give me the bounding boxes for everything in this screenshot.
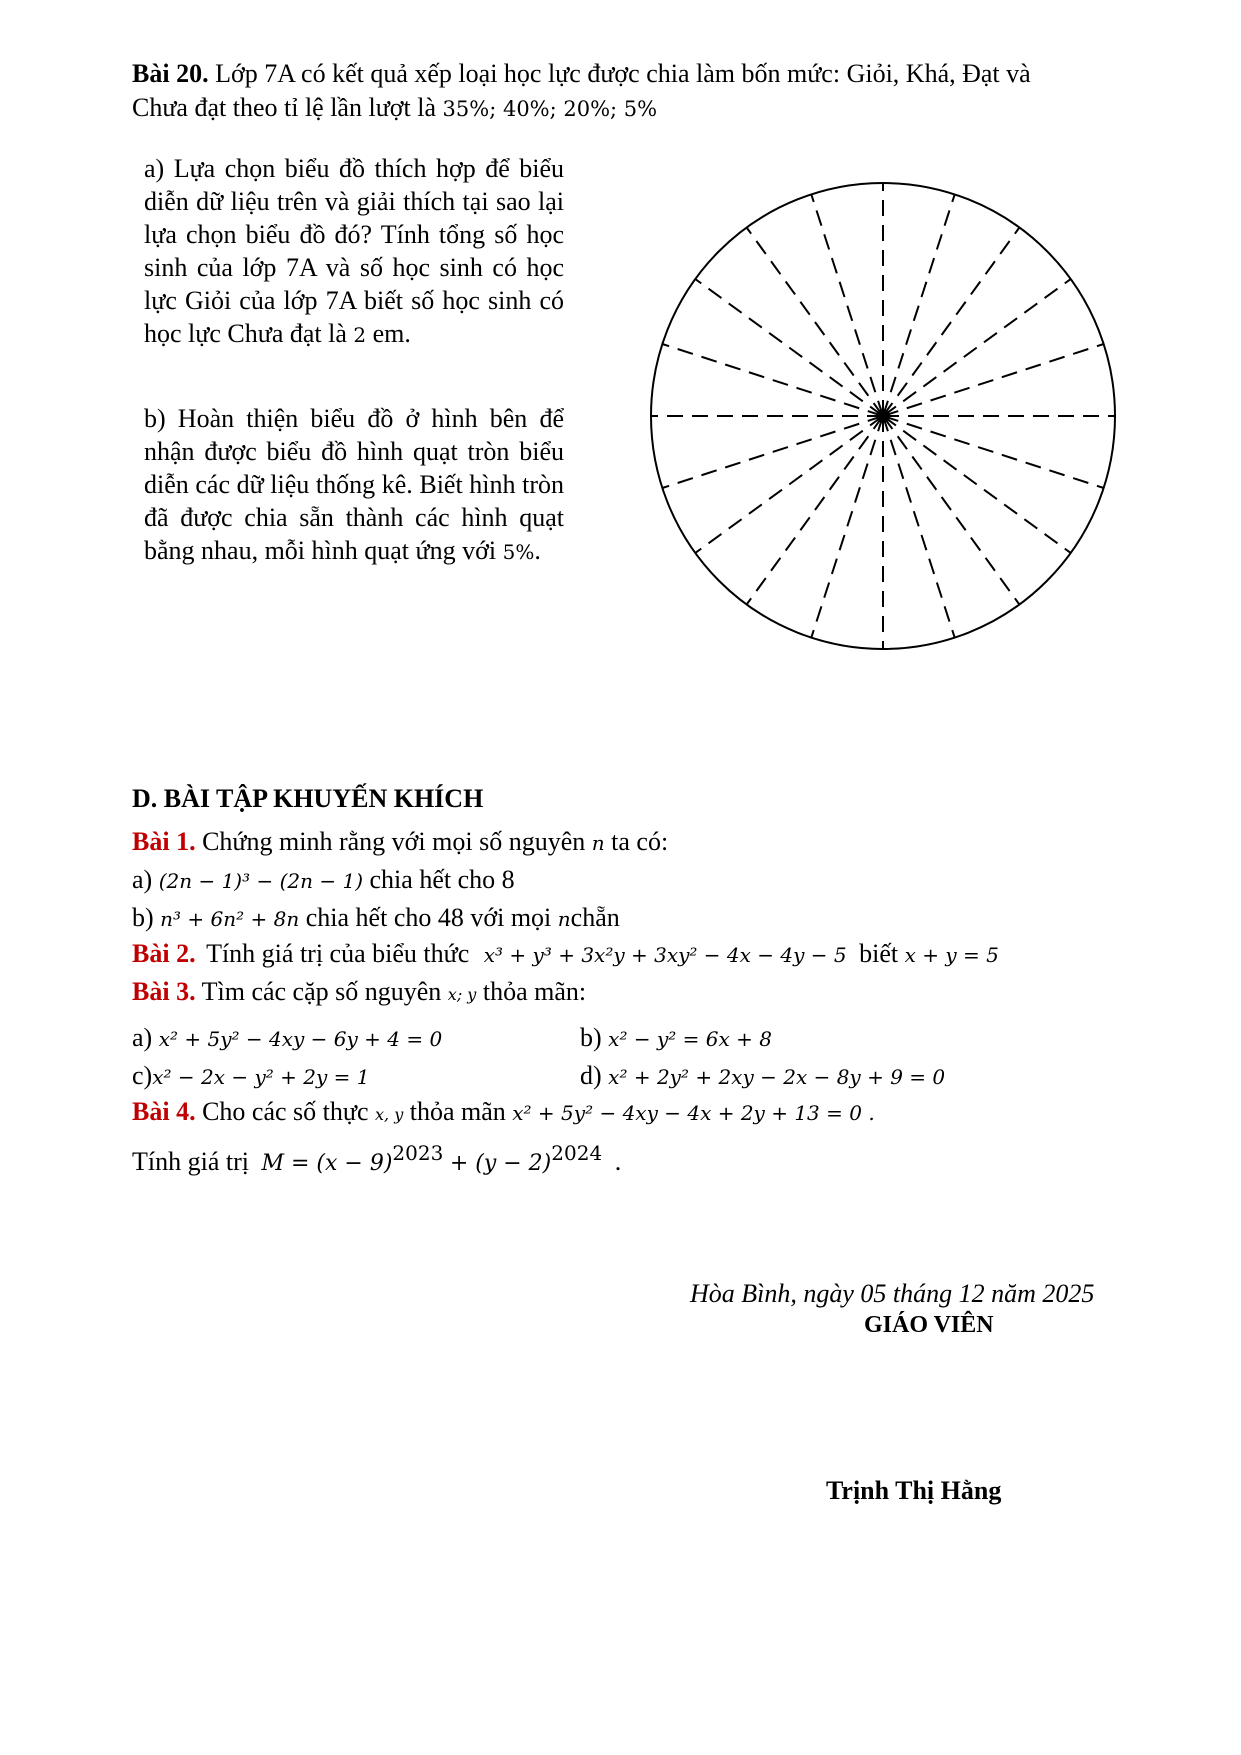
bai1b-var: n <box>557 907 571 931</box>
pie-spoke <box>883 228 1019 417</box>
bai4-text: Cho các số thực <box>202 1097 369 1126</box>
bai1a-text: chia hết cho 8 <box>369 865 515 894</box>
teacher-role: GIÁO VIÊN <box>864 1312 994 1338</box>
pie-spoke <box>883 416 955 638</box>
bai4-exp1: 2023 <box>392 1141 444 1165</box>
part-a-value: 2 <box>353 323 367 347</box>
bai2-expr: x³ + y³ + 3x²y + 3xy² − 4x − 4y − 5 <box>483 943 847 967</box>
bai3-vars: x; y <box>447 985 477 1004</box>
bai1-var: n <box>591 831 605 855</box>
part-b-text: b) Hoàn thiện biểu đồ ở hình bên để nhận được biểu đồ hình quạt tròn biểu diễn các dữ liệu thống kê. Biết hình tròn đã được chia sẵn thành các hình quạt bằng nhau, mỗi hình quạt ứng với <box>144 404 564 565</box>
bai1a-label: a) <box>132 865 153 894</box>
bai4-line <box>132 1096 875 1131</box>
bai1b-label: b) <box>132 903 154 932</box>
pie-spoke <box>811 416 883 638</box>
pie-spoke <box>883 416 1104 488</box>
bai3a-expr: x² + 5y² − 4xy − 6y + 4 = 0 <box>158 1027 443 1051</box>
bai1b-tail: chẵn <box>570 903 620 932</box>
bai3d-line <box>580 1060 945 1093</box>
pie-spoke <box>883 416 1019 605</box>
bai4-exp2: 2024 <box>551 1141 603 1165</box>
section-d-title: D. BÀI TẬP KHUYẾN KHÍCH <box>132 784 484 813</box>
part-a-unit: em. <box>372 319 411 348</box>
bai4-vars: x, y <box>375 1105 404 1124</box>
pie-center <box>879 412 887 420</box>
pie-spoke <box>747 416 883 605</box>
bai4-expr: x² + 5y² − 4xy − 4x + 2y + 13 = 0 . <box>512 1101 875 1125</box>
bai4-text2: thỏa mãn <box>409 1097 506 1126</box>
bai3c-expr: x² − 2x − y² + 2y = 1 <box>152 1065 370 1089</box>
bai1b-text: chia hết cho 48 với mọi <box>305 903 552 932</box>
part-b-value: 5% <box>502 540 535 564</box>
bai20-label: Bài 20. <box>132 59 209 88</box>
bai20-ratios: 35%; 40%; 20%; 5% <box>442 97 658 121</box>
pie-template <box>640 178 1120 658</box>
bai3b-expr: x² − y² = 6x + 8 <box>608 1027 772 1051</box>
bai4-line2-text: Tính giá trị <box>132 1147 249 1176</box>
bai3a-line <box>132 1022 442 1055</box>
bai2-line <box>132 938 999 971</box>
pie-spoke <box>883 279 1071 416</box>
bai20-part-b <box>144 402 564 569</box>
bai20-text1: Lớp 7A có kết quả xếp loại học lực được chia làm bốn mức: Giỏi, Khá, Đạt và <box>215 59 1031 88</box>
bai3a-label: a) <box>132 1023 153 1052</box>
part-a-text: a) Lựa chọn biểu đồ thích hợp để biểu diễn dữ liệu trên và giải thích tại sao lại lựa chọn biểu đồ đó? Tính tổng số học sinh của lớp 7A và số học sinh có học lực Giỏi của lớp 7A biết số học sinh có học lực Chưa đạt là <box>144 154 564 348</box>
part-b-end: . <box>534 536 541 565</box>
bai3b-line <box>580 1022 772 1055</box>
place-date: Hòa Bình, ngày 05 tháng 12 năm 2025 <box>690 1279 1095 1308</box>
bai4-m-base: M = (x − 9) <box>261 1151 393 1176</box>
pie-spoke <box>747 228 883 417</box>
bai1b-line <box>132 902 620 935</box>
bai4-line2 <box>132 1141 622 1180</box>
bai2-cond: x + y = 5 <box>904 943 999 967</box>
bai2-text: Tính giá trị của biểu thức <box>206 939 470 968</box>
pie-spoke <box>662 416 883 488</box>
bai3-tail: thỏa mãn: <box>482 977 587 1006</box>
bai3d-expr: x² + 2y² + 2xy − 2x − 8y + 9 = 0 <box>608 1065 946 1089</box>
bai1-line <box>132 826 668 859</box>
bai1a-line <box>132 864 515 897</box>
pie-spoke <box>883 194 955 416</box>
bai3-text: Tìm các cặp số nguyên <box>201 977 442 1006</box>
bai4-end: . <box>614 1147 622 1176</box>
pie-spoke <box>695 416 883 553</box>
bai1-text: Chứng minh rằng với mọi số nguyên <box>202 827 586 856</box>
bai1b-expr: n³ + 6n² + 8n <box>160 907 300 931</box>
pie-spoke <box>695 279 883 416</box>
bai20-line1 <box>132 58 1031 90</box>
bai3d-label: d) <box>580 1061 602 1090</box>
bai3-label: Bài 3. <box>132 977 196 1006</box>
teacher-name: Trịnh Thị Hằng <box>826 1476 1002 1505</box>
bai20-text2: Chưa đạt theo tỉ lệ lần lượt là <box>132 93 437 122</box>
bai20-line2 <box>132 92 657 125</box>
pie-spoke <box>811 194 883 416</box>
bai4-plus: + (y − 2) <box>449 1151 552 1176</box>
bai1-label: Bài 1. <box>132 827 196 856</box>
bai2-text2: biết <box>859 939 899 968</box>
bai1-tail: ta có: <box>611 827 669 856</box>
bai2-label: Bài 2. <box>132 939 196 968</box>
pie-spoke <box>662 344 883 416</box>
bai4-label: Bài 4. <box>132 1097 196 1126</box>
bai3b-label: b) <box>580 1023 602 1052</box>
bai1a-expr: (2n − 1)³ − (2n − 1) <box>158 869 364 893</box>
bai3-line <box>132 976 586 1011</box>
bai3c-label: c) <box>132 1061 153 1090</box>
bai20-part-a <box>144 152 564 352</box>
pie-spoke <box>883 344 1104 416</box>
pie-spoke <box>883 416 1071 553</box>
bai3c-line <box>132 1060 369 1093</box>
